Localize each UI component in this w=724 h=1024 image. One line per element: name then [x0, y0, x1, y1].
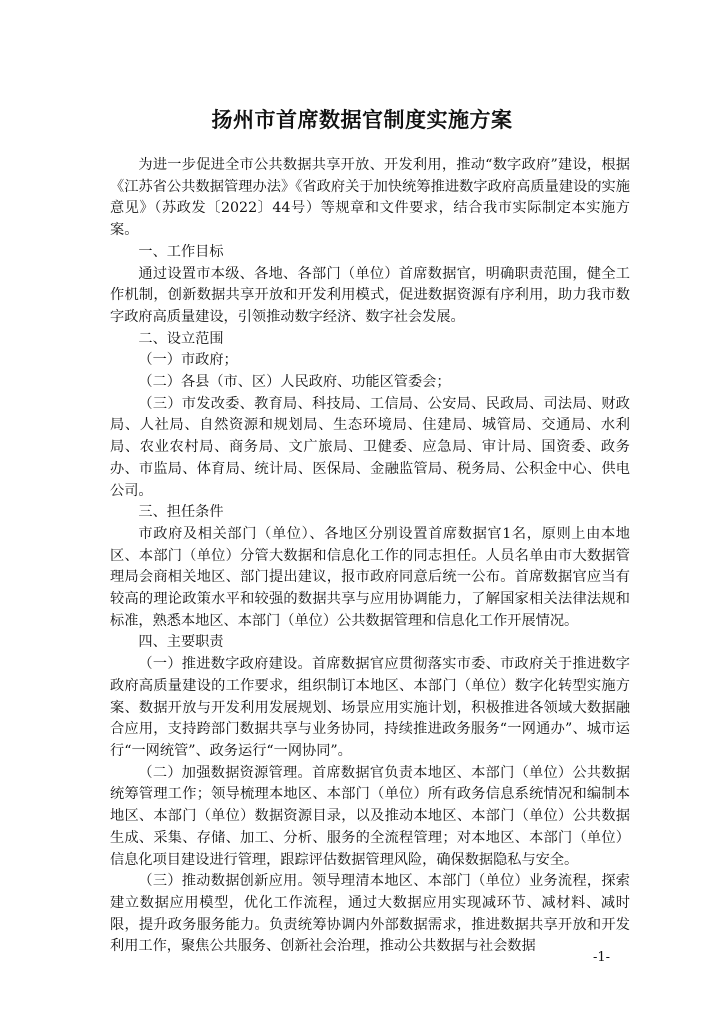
- section-3-heading: 三、担任条件: [138, 504, 224, 521]
- section-4-item-2: （二）加强数据资源管理。首席数据官负责本地区、本部门（单位）公共数据统筹管理工作；领导梳理本地区、本部门（单位）所有政务信息系统情况和编制本地区、本部门（单位）数据资源目录，以及推动本地区、本部门（单位）公共数据生成、采集、存储、加工、分析、服务的全流程管理；对本地区、本部门（单位）信息化项目建设进行管理，跟踪评估数据管理风险，确保数据隐私与安全。: [110, 764, 630, 868]
- section-1-text: 通过设置市本级、各地、各部门（单位）首席数据官，明确职责范围，健全工作机制，创新数据共享开放和开发利用模式，促进数据资源有序利用，助力我市数字政府高质量建设，引领推动数字经济、数字社会发展。: [110, 265, 630, 325]
- document-title: 扬州市首席数据官制度实施方案: [211, 107, 513, 132]
- document-body: [110, 155, 630, 958]
- section-3-text: 市政府及相关部门（单位）、各地区分别设置首席数据官1名，原则上由本地区、本部门（单位）分管大数据和信息化工作的同志担任。人员名单由市大数据管理局会商相关地区、部门提出建议，报市政府同意后统一公布。首席数据官应当有较高的理论政策水平和较强的数据共享与应用协调能力，了解国家相关法律法规和标准，熟悉本地区、本部门（单位）公共数据管理和信息化工作开展情况。: [110, 525, 630, 629]
- intro-paragraph: 为进一步促进全市公共数据共享开放、开发利用，推动“数字政府”建设，根据《江苏省公共数据管理办法》《省政府关于加快统筹推进数字政府高质量建设的实施意见》（苏政发〔2022〕44号）等规章和文件要求，结合我市实际制定本实施方案。: [110, 157, 630, 239]
- section-4-heading: 四、主要职责: [138, 634, 224, 651]
- section-2-item-3: （三）市发改委、教育局、科技局、工信局、公安局、民政局、司法局、财政局、人社局、自然资源和规划局、生态环境局、住建局、城管局、交通局、水利局、农业农村局、商务局、文广旅局、卫健委、应急局、审计局、国资委、政务办、市监局、体育局、统计局、医保局、金融监管局、税务局、公积金中心、供电公司。: [110, 395, 630, 499]
- section-1-heading: 一、工作目标: [138, 243, 224, 260]
- section-2-item-2: （二）各县（市、区）人民政府、功能区管委会；: [138, 374, 451, 391]
- page-number: -1-: [593, 950, 611, 965]
- section-4-item-3: （三）推动数据创新应用。领导理清本地区、本部门（单位）业务流程，探索建立数据应用模型，优化工作流程，通过大数据应用实现减环节、减材料、减时限，提升政务服务能力。负责统筹协调内外部数据需求，推进数据共享开放和开发利用工作，聚焦公共服务、创新社会治理，推动公共数据与社会数据: [110, 873, 630, 955]
- section-2-heading: 二、设立范围: [138, 330, 224, 347]
- section-2-item-1: （一）市政府；: [138, 352, 238, 369]
- section-4-item-1: （一）推进数字政府建设。首席数据官应贯彻落实市委、市政府关于推进数字政府高质量建设的工作要求，组织制订本地区、本部门（单位）数字化转型实施方案、数据开放与开发利用发展规划、场景应用实施计划，积极推进各领域大数据融合应用，支持跨部门数据共享与业务协同，持续推进政务服务“一网通办”、城市运行“一网统管”、政务运行“一网协同”。: [110, 656, 630, 759]
